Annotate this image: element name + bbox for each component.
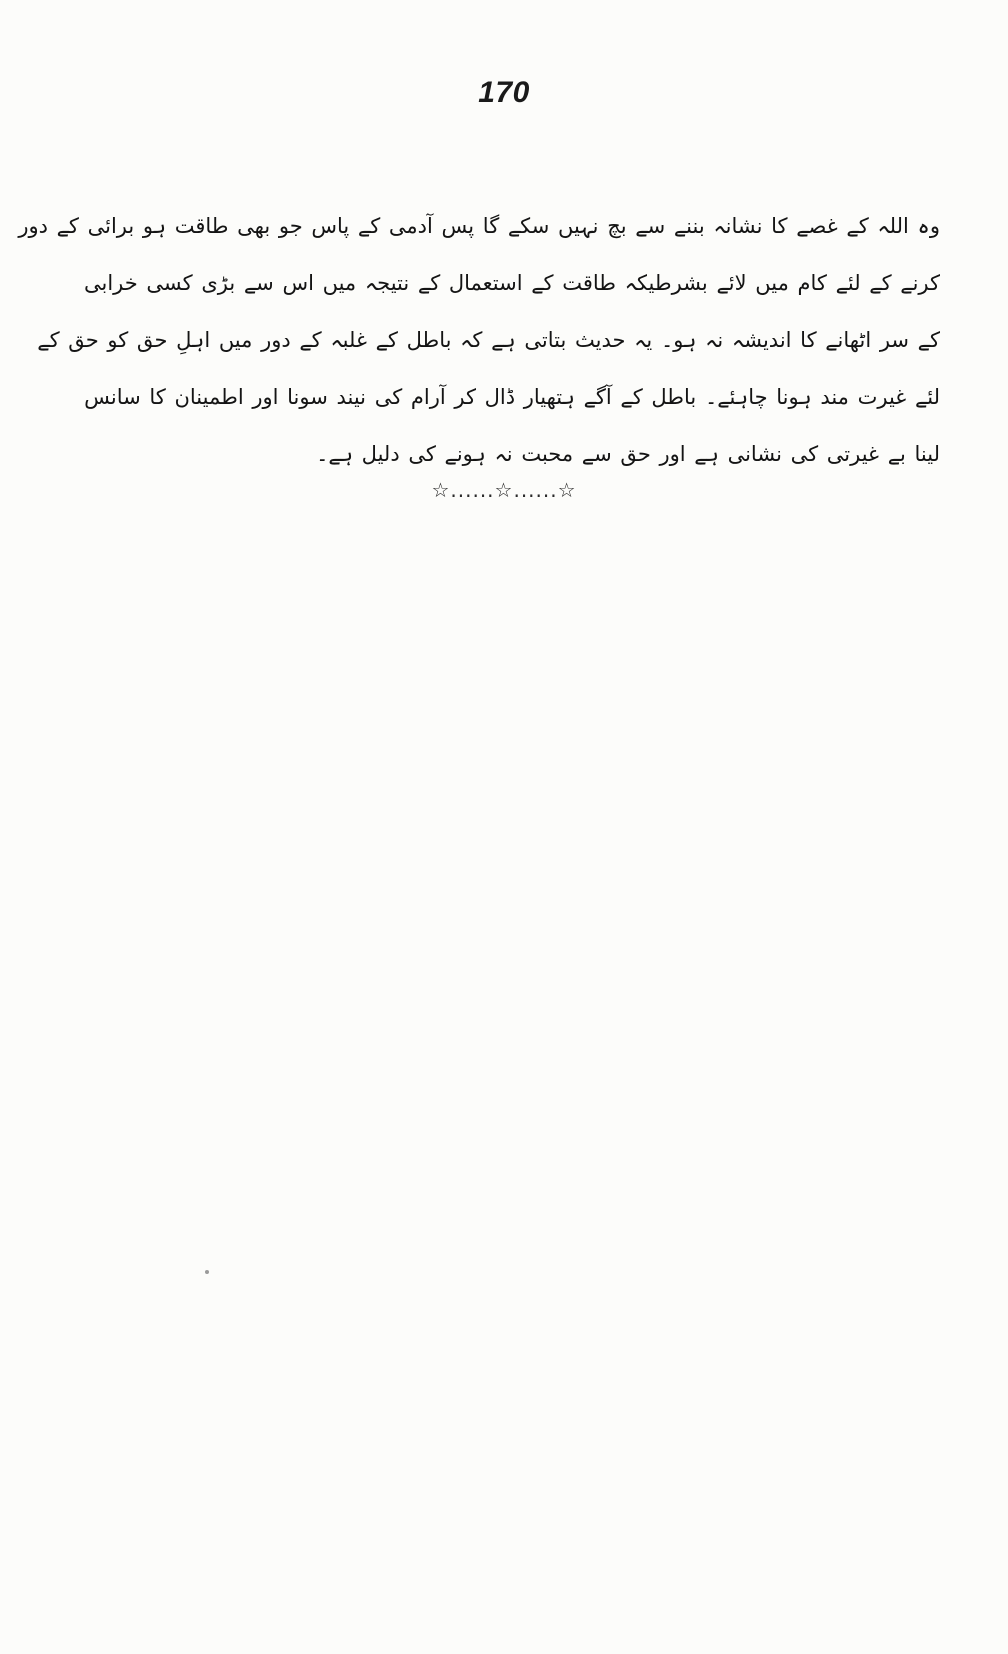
star-separator: ☆......☆......☆: [431, 478, 577, 502]
scan-speck: [205, 1270, 209, 1274]
paragraph-line-1: وہ اللہ کے غصے کا نشانہ بننے سے بچ نہیں سکے گا پس آدمی کے پاس جو بھی طاقت ہو برائی کے دور: [18, 214, 940, 238]
body-paragraph: [18, 198, 940, 483]
paragraph-line-5: لینا بے غیرتی کی نشانی ہے اور حق سے محبت نہ ہونے کی دلیل ہے۔: [316, 442, 940, 466]
paragraph-line-4: لئے غیرت مند ہونا چاہئے۔ باطل کے آگے ہتھیار ڈال کر آرام کی نیند سونا اور اطمینان کا سانس: [84, 385, 940, 409]
paragraph-line-3: کے سر اٹھانے کا اندیشہ نہ ہو۔ یہ حدیث بتاتی ہے کہ باطل کے غلبہ کے دور میں اہلِ حق کو حق کے: [37, 328, 940, 352]
paragraph-line-2: کرنے کے لئے کام میں لائے بشرطیکہ طاقت کے استعمال کے نتیجہ میں اس سے بڑی کسی خرابی: [83, 271, 940, 295]
page-number: 170: [478, 76, 530, 109]
